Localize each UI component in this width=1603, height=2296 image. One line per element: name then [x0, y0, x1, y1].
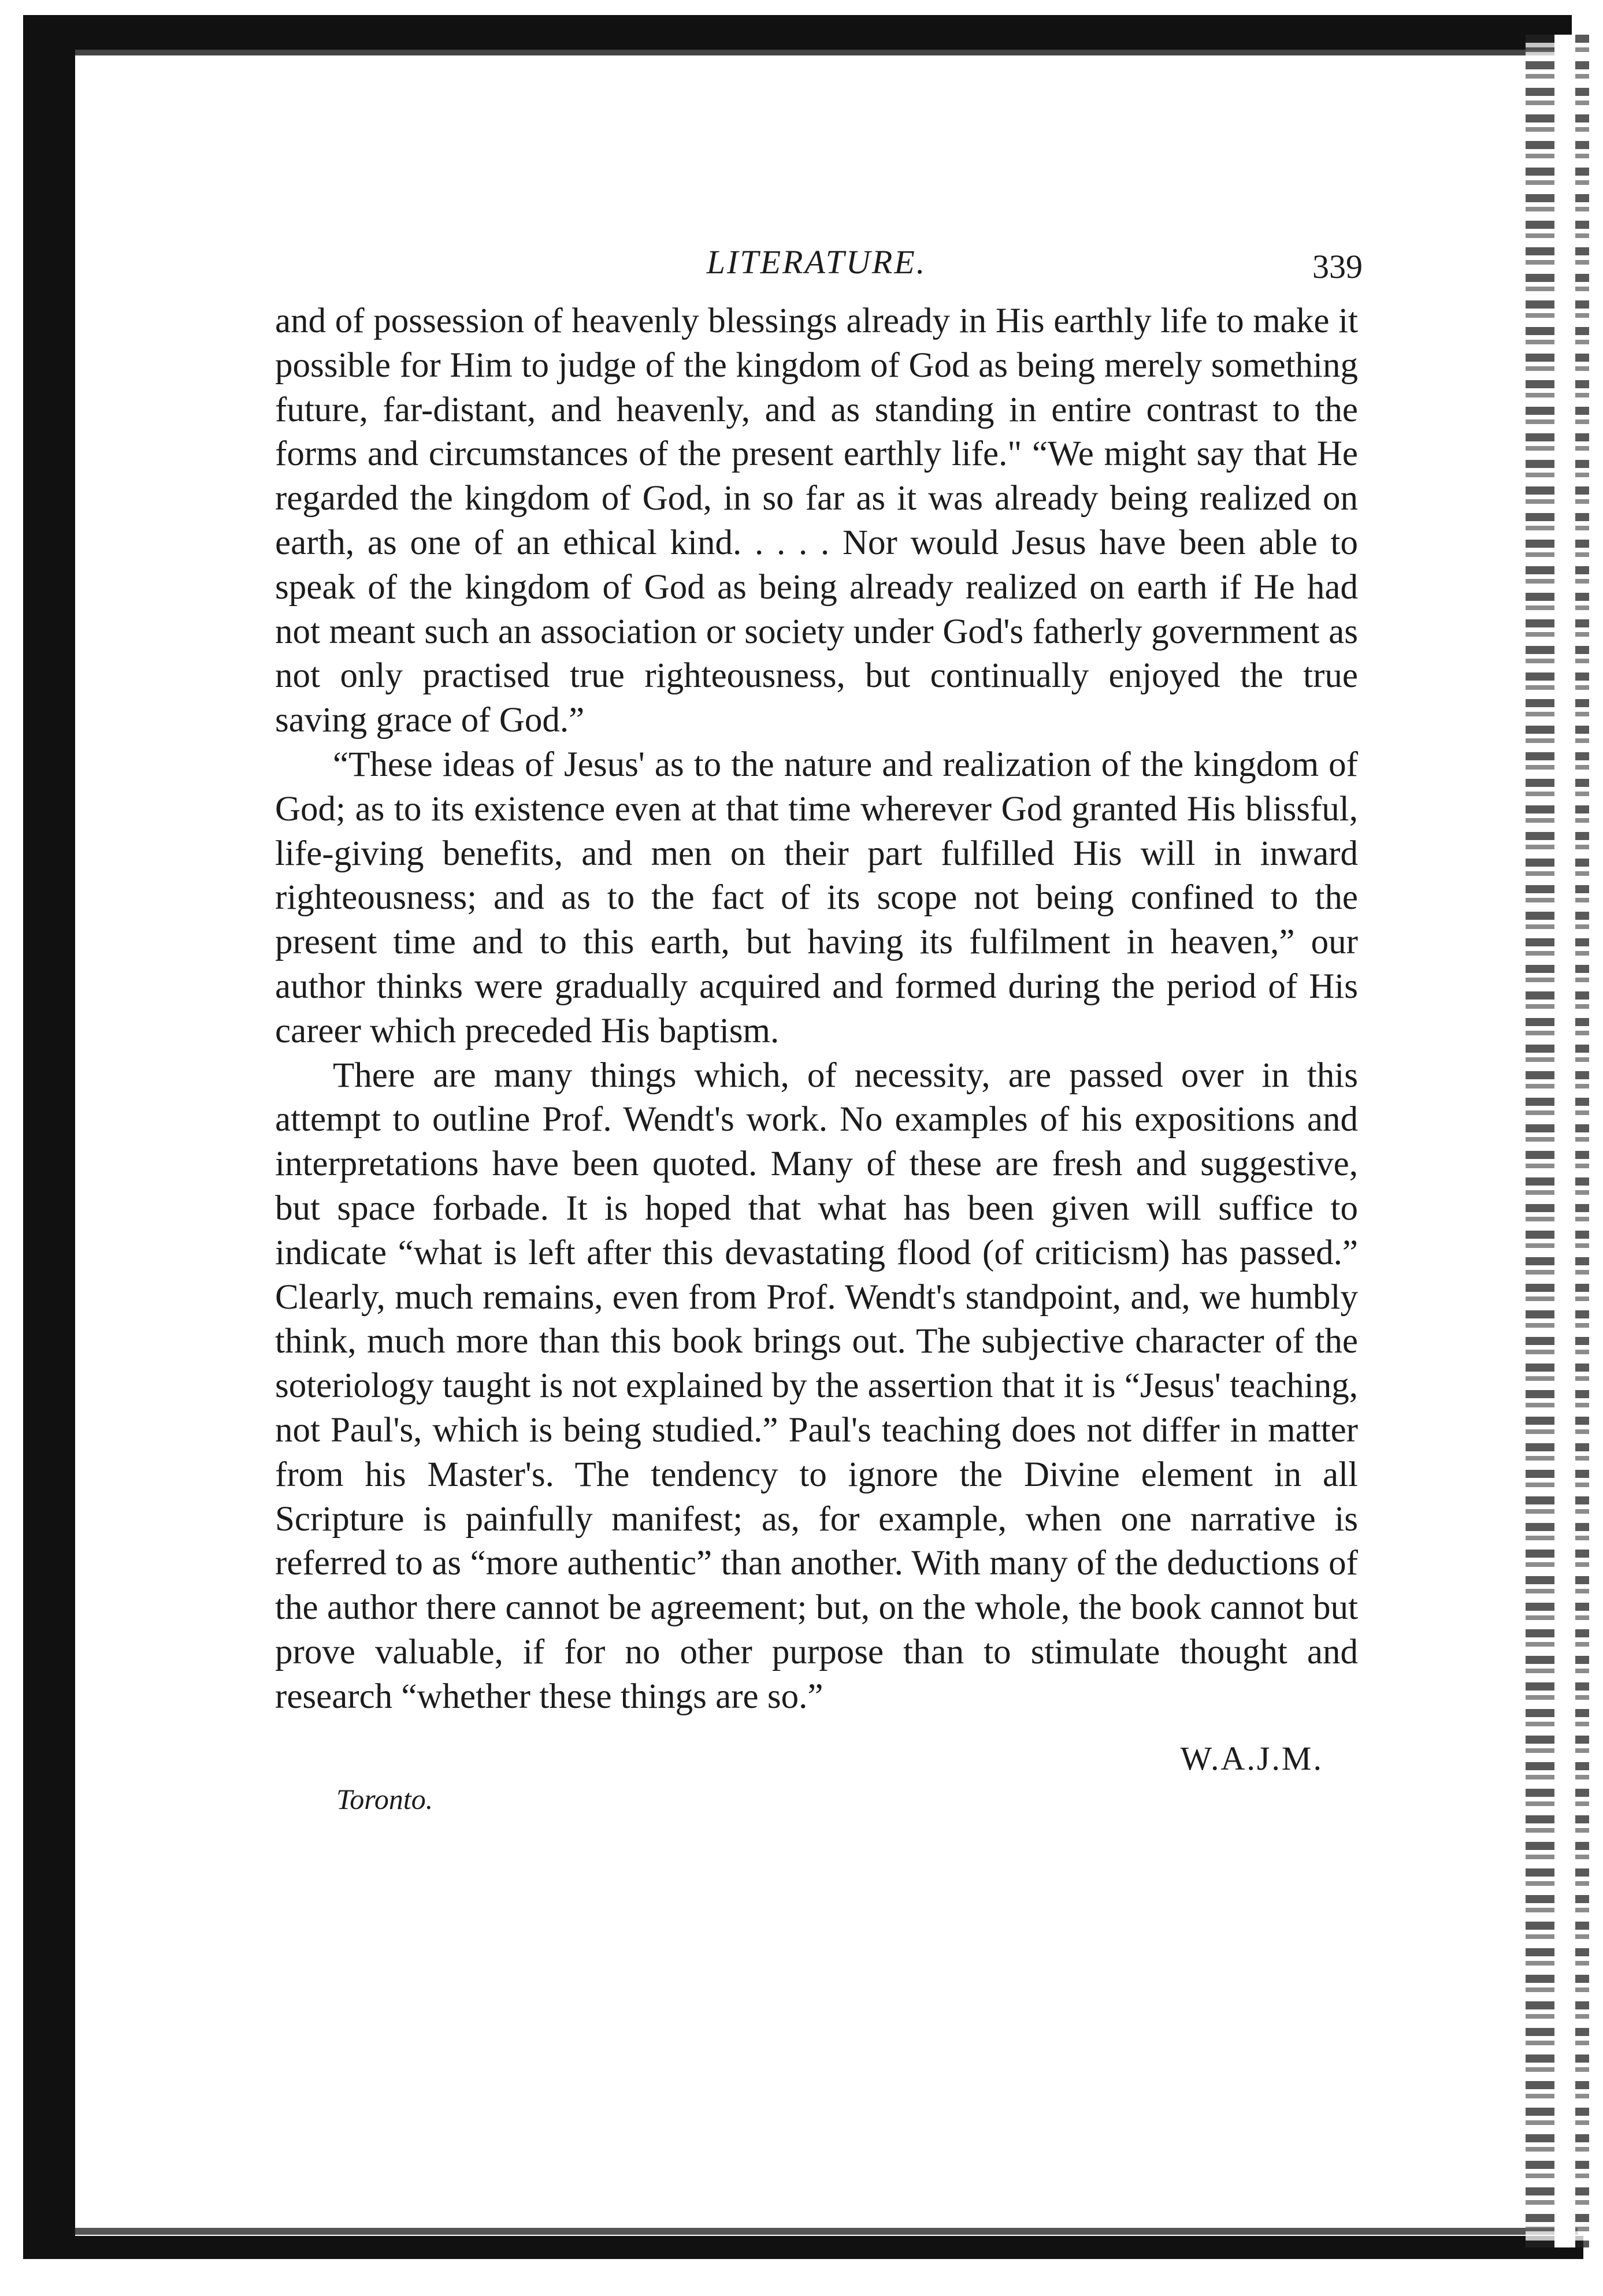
scan-border-top-edge — [58, 50, 1560, 55]
running-title: LITERATURE. — [706, 243, 927, 281]
scan-border-bottom — [23, 2236, 1583, 2259]
scan-border-left — [23, 15, 75, 2257]
signature-block — [275, 1719, 1358, 1852]
body-text — [275, 299, 1358, 1719]
paragraph: “These ideas of Jesus' as to the nature and realization of the kingdom of God; as to its existence even at that time wherever God granted His blissful, life-giving benefits, and men on their part fulfilled His will in inward righteousness; and as to the fact of its scope not being confined to the present time and to this earth, but having its fulfilment in heaven,” our author thinks were gradually acquired and formed during the period of His career which preceded His baptism. — [275, 745, 1358, 1050]
paragraph: There are many things which, of necessity, are passed over in this attempt to outline Prof. Wendt's work. No examples of his expositions and interpretations have been quoted. Many of these are fresh and suggestive, but space forbade. It is hoped that what has been given will suffice to indicate “what is left after this devastating flood (of criticism) has passed.” Clearly, much remains, even from Prof. Wendt's standpoint, and, we humbly think, much more than this book brings out. The subjective character of the soteriology taught is not explained by the assertion that it is “Jesus' teaching, not Paul's, which is being studied.” Paul's teaching does not differ in matter from his Master's. The tendency to ignore the Divine element in all Scripture is painfully manifest; as, for example, when one narrative is referred to as “more authentic” than another. With many of the deductions of the author there cannot be agreement; but, on the whole, the book cannot but prove valuable, if for no other purpose than to stimulate thought and research “whether these things are so.” — [275, 1056, 1358, 1716]
paragraph: and of possession of heavenly blessings already in His earthly life to make it possible for Him to judge of the kingdom of God as being merely something future, far-distant, and heavenly, and as standing in entire contrast to the forms and circumstances of the present earthly life." “We might say that He regarded the kingdom of God, in so far as it was already being realized on earth, as one of an ethical kind. . . . . Nor would Jesus have been able to speak of the kingdom of God as being already realized on earth if He had not meant such an association or society under God's fatherly government as not only practised true righteousness, but continually enjoyed the true saving grace of God.” — [275, 302, 1358, 740]
page-header — [275, 231, 1363, 299]
book-page — [275, 231, 1363, 1852]
scan-border-right-gap — [1554, 35, 1575, 2247]
author-initials: W.A.J.M. — [1180, 1739, 1323, 1777]
page-number: 339 — [1312, 248, 1363, 285]
place-name: Toronto. — [336, 1782, 433, 1815]
scan-border-top — [46, 15, 1572, 50]
scan-border-bottom-edge — [75, 2228, 1578, 2235]
